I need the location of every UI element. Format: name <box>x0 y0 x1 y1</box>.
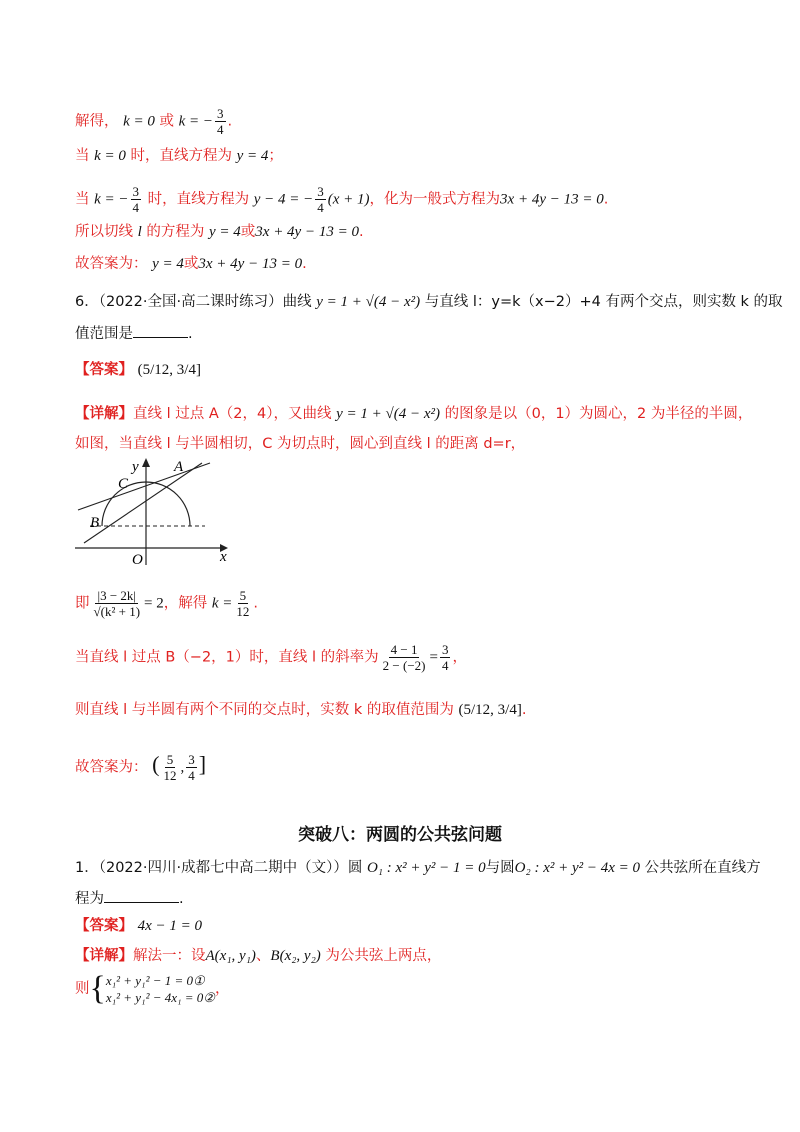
solution-line-4 <box>75 222 364 242</box>
text: . <box>358 224 364 240</box>
detail-6-line-3 <box>75 588 258 619</box>
math-k0: k = 0 <box>123 113 155 130</box>
math: y = 4 <box>236 148 269 164</box>
text: 或 <box>183 256 199 272</box>
text: 时，直线方程为 <box>130 148 232 164</box>
text: 当 <box>75 191 90 208</box>
math: k = <box>211 595 233 612</box>
question-text: 值范围是 <box>75 326 133 342</box>
question-1-line-2 <box>75 888 184 909</box>
solution-line-3 <box>75 184 608 215</box>
math-circle-2: O₂ : x² + y² − 4x = 0 <box>514 860 641 876</box>
math: k = 0 <box>94 148 126 164</box>
text: 当 <box>75 148 90 164</box>
math: y − 4 = − <box>253 191 314 208</box>
math: = <box>429 649 438 666</box>
math: 3x + 4y − 13 = 0 <box>500 191 604 208</box>
solution-line-2 <box>75 146 283 166</box>
fraction: $\frac{5}{12}$ <box>163 752 177 783</box>
text: 或 <box>159 113 174 130</box>
detail-6-line-6 <box>75 752 206 783</box>
detail-tag: 【详解】 <box>75 948 133 964</box>
question-text: . <box>188 326 193 342</box>
text: 当直线 l 过点 B（−2，1）时，直线 l 的斜率为 <box>75 649 379 666</box>
answer-tag: 【答案】 <box>75 918 133 934</box>
text: 为公共弦上两点， <box>325 948 442 964</box>
question-1-line-1 <box>75 858 761 878</box>
text: 解得， <box>75 113 119 130</box>
text: 则 <box>75 981 90 997</box>
answer-tag: 【答案】 <box>75 362 133 378</box>
math: y = 4 <box>209 224 241 240</box>
answer-value: (5/12, 3/4] <box>137 362 201 378</box>
question-text: 6．（2022·全国·高二课时练习）曲线 <box>75 294 312 310</box>
question-text: . <box>179 891 184 907</box>
text: . <box>253 595 258 612</box>
text: 直线 l 过点 A（2，4），又曲线 <box>133 406 332 422</box>
fraction-distance: $\frac{|3 - 2k|}{\text{√(k² + 1)}}$ <box>93 588 141 619</box>
text: 则直线 l 与半圆有两个不同的交点时，实数 k 的取值范围为 <box>75 702 454 718</box>
bracket-open: ( <box>152 751 160 777</box>
text: ； <box>268 148 283 164</box>
text: . <box>603 191 609 208</box>
text: 的图象是以（0，1）为圆心，2 为半径的半圆， <box>444 406 753 422</box>
text: 或 <box>240 224 256 240</box>
detail-tag: 【详解】 <box>75 406 133 422</box>
detail-6-line-4 <box>75 642 467 673</box>
fraction: $\frac{3}{4}$ <box>188 752 195 783</box>
answer-blank <box>104 888 179 903</box>
question-text: 1．（2022·四川·成都七中高二期中（文））圆 <box>75 860 363 876</box>
answer-1 <box>75 916 202 936</box>
answer-blank <box>133 323 188 338</box>
text: ， <box>214 981 230 997</box>
math-point-A: A(x₁, y₁) <box>205 948 256 964</box>
math: 3x + 4y − 13 = 0 <box>255 224 359 240</box>
label-C: C <box>118 476 129 492</box>
math-circle-1: O₁ : x² + y² − 1 = 0 <box>366 860 486 876</box>
math: 3x + 4y − 13 = 0 <box>198 256 303 272</box>
y-axis-arrow <box>142 458 150 467</box>
question-text: 与圆 <box>485 860 515 876</box>
text: ，化为一般式方程为 <box>369 191 501 208</box>
math: = 2 <box>144 595 164 612</box>
solution-line-5 <box>75 254 307 274</box>
question-text: 程为 <box>75 891 104 907</box>
math: k = − <box>94 191 129 208</box>
equation-system <box>106 972 215 1006</box>
fraction: $\frac{3}{4}$ <box>317 184 324 215</box>
math-k: k = − <box>178 113 214 130</box>
detail-1-system <box>75 972 229 1006</box>
text: 、 <box>255 948 271 964</box>
answer-6 <box>75 360 201 380</box>
question-text: 与直线 l：y=k（x−2）+4 有两个交点，则实数 k 的取 <box>424 294 783 310</box>
section-title: 突破八：两圆的公共弦问题 <box>298 825 502 845</box>
label-B: B <box>90 515 100 531</box>
text: 如图，当直线 l 与半圆相切，C 为切点时，圆心到直线 l 的距离 d=r， <box>75 436 526 452</box>
label-y: y <box>132 459 139 475</box>
math-curve: y = 1 + √(4 − x²) <box>316 294 421 310</box>
fraction: $\frac{5}{12}$ <box>236 588 250 619</box>
math: (x + 1) <box>327 191 370 208</box>
text: 时，直线方程为 <box>147 191 250 208</box>
label-O: O <box>132 552 143 568</box>
fraction: $\frac{3}{4}$ <box>441 642 449 673</box>
bracket-close: ] <box>198 751 207 777</box>
text: 解法一：设 <box>133 948 206 964</box>
solution-line-1 <box>75 106 232 137</box>
text: 故答案为： <box>75 256 148 272</box>
detail-6-line-1 <box>75 404 752 424</box>
math-point-B: B(x₂, y₂) <box>270 948 321 964</box>
math-curve: y = 1 + √(4 − x²) <box>336 406 440 422</box>
detail-6-line-2 <box>75 434 525 454</box>
equation-2: x₁² + y₁² − 4x₁ = 0② <box>105 990 215 1005</box>
question-text: 公共弦所在直线方 <box>644 860 761 876</box>
fraction-slope: $\frac{4 - 1}{2 - (-2)}$ <box>382 642 426 673</box>
fraction: $\frac{3}{4}$ <box>132 184 140 215</box>
text: 故答案为： <box>75 759 148 776</box>
label-A: A <box>174 459 184 475</box>
text: . <box>521 702 527 718</box>
answer-value: 4x − 1 = 0 <box>137 918 203 934</box>
text: . <box>302 256 307 272</box>
math: l <box>137 224 142 240</box>
question-6-line-1 <box>75 292 783 312</box>
text: 即 <box>75 595 90 612</box>
detail-6-line-5 <box>75 700 526 720</box>
detail-1-line-1 <box>75 946 441 966</box>
text: . <box>227 113 233 130</box>
label-x: x <box>220 549 227 565</box>
text: 的方程为 <box>146 224 205 240</box>
text: ， <box>452 649 467 666</box>
math-range: (5/12, 3/4] <box>458 702 522 718</box>
comma: , <box>180 759 185 776</box>
fraction: $\frac{3}{4}$ <box>217 106 224 137</box>
question-6-line-2 <box>75 323 193 344</box>
text: ，解得 <box>163 595 208 612</box>
semicircle-tangent-figure <box>70 455 240 570</box>
equation-1: x₁² + y₁² − 1 = 0① <box>105 973 205 988</box>
math: y = 4 <box>152 256 184 272</box>
brace: { <box>89 970 106 1007</box>
text: 所以切线 <box>75 224 133 240</box>
